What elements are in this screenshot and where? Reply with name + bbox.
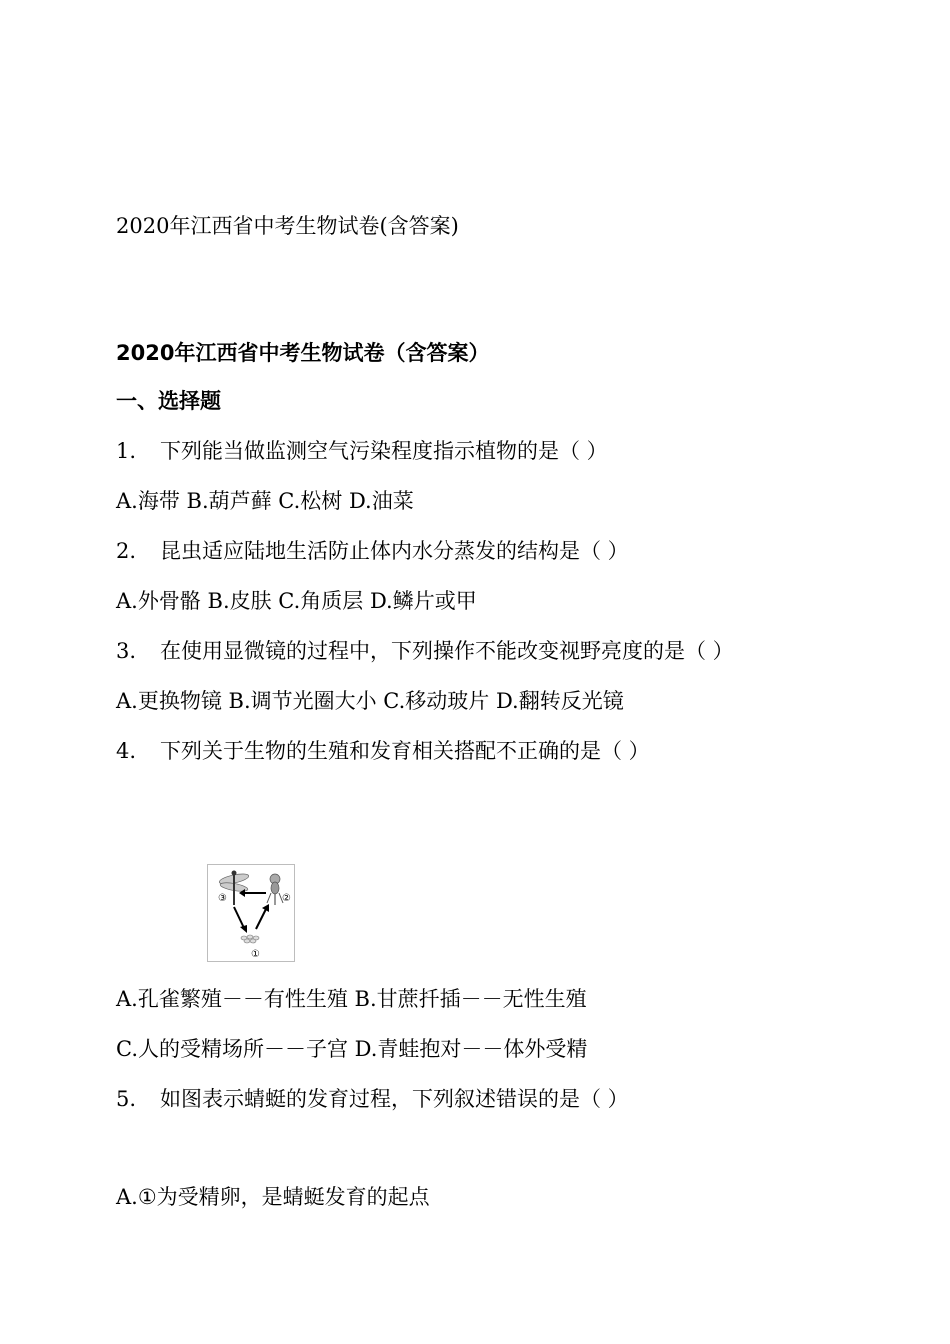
question-1-options: A.海带 B.葫芦藓 C.松树 D.油菜 [116,489,414,513]
question-number: 2. [116,539,137,563]
exam-heading: 2020年江西省中考生物试卷（含答案） [116,341,490,365]
question-2-options: A.外骨骼 B.皮肤 C.角质层 D.鳞片或甲 [116,589,477,613]
eggs-icon [241,935,259,943]
question-5 [116,1084,629,1114]
question-text: 如图表示蜻蜓的发育过程，下列叙述错误的是（ ） [160,1087,629,1111]
arrow-icon [234,889,269,933]
question-3 [116,636,734,666]
question-number: 3. [116,639,137,663]
question-2 [116,536,629,566]
question-5-option-a: A.①为受精卵，是蜻蜓发育的起点 [116,1185,430,1209]
question-text: 下列关于生物的生殖和发育相关搭配不正确的是（ ） [160,739,650,763]
question-number: 1. [116,439,137,463]
question-text: 昆虫适应陆地生活防止体内水分蒸发的结构是（ ） [160,539,629,563]
lifecycle-diagram [208,865,294,961]
question-number: 5. [116,1087,137,1111]
question-4-options-line-2: C.人的受精场所－－子宫 D.青蛙抱对－－体外受精 [116,1037,588,1061]
figure-label-1: ① [251,949,260,960]
question-4 [116,736,650,766]
question-3-options: A.更换物镜 B.调节光圈大小 C.移动玻片 D.翻转反光镜 [116,689,624,713]
figure-label-2: ② [282,893,291,904]
figure-label-3: ③ [218,893,227,904]
question-number: 4. [116,739,137,763]
question-text: 在使用显微镜的过程中，下列操作不能改变视野亮度的是（ ） [160,639,734,663]
question-text: 下列能当做监测空气污染程度指示植物的是（ ） [160,439,608,463]
section-heading: 一、选择题 [116,389,221,413]
question-1 [116,436,608,466]
document-title: 2020年江西省中考生物试卷(含答案) [116,214,459,238]
nymph-icon [267,874,283,905]
dragonfly-lifecycle-figure [207,864,295,962]
question-4-options-line-1: A.孔雀繁殖－－有性生殖 B.甘蔗扦插－－无性生殖 [116,987,587,1011]
